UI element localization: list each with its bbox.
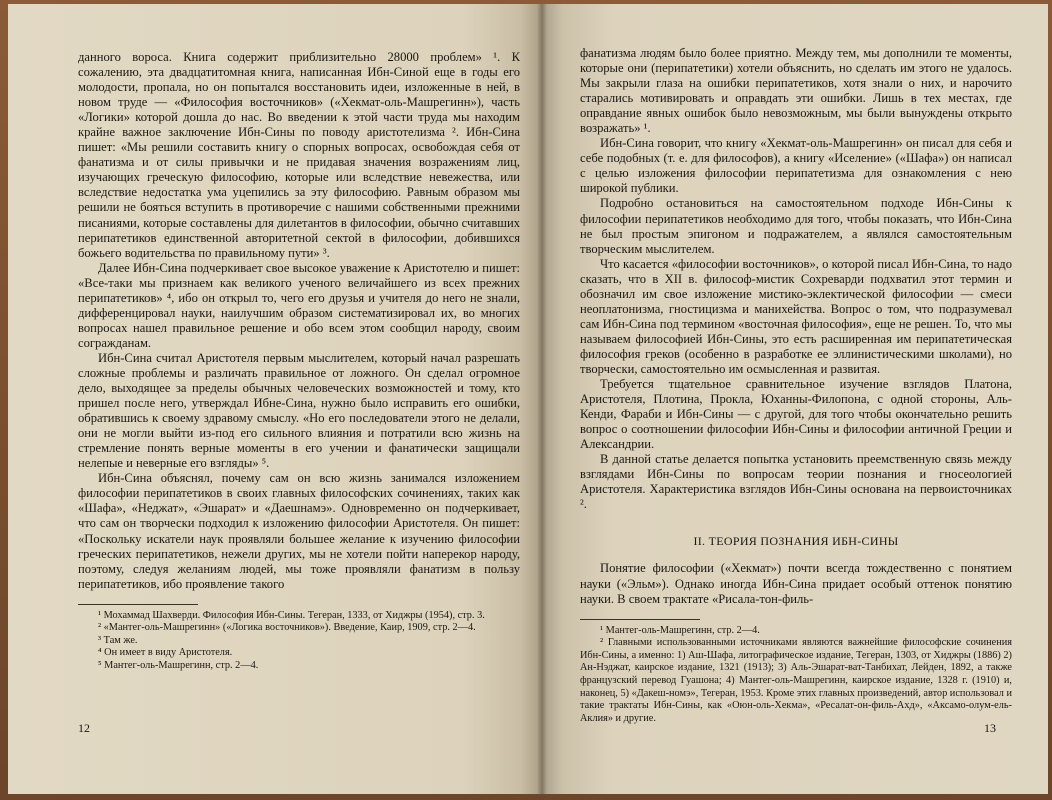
- footnote: ³ Там же.: [98, 634, 138, 646]
- paragraph: фанатизма людям было более приятно. Между тем, мы дополнили те моменты, которые они (перипатетики) хотели объяснить, но сделать им этого не удалось. Мы закрыли глаза на ошибки перипатетиков, хотя знали о них, и нарочито старались мотивировать и оправдать эти ошибки. Лишь в тех местах, где оправдание явных ошибок было невозможным, мы были вынуждены открыто возражать» ¹.: [580, 46, 1012, 136]
- page-number: 13: [984, 721, 996, 735]
- paragraph: Что касается «философии восточников», о которой писал Ибн-Сина, то надо сказать, что в XII в. философ-мистик Сохреварди подхватил этот термин и обозначил им свое изложение мистико-эклектической философии — смеси неоплатонизма, гностицизма и манихейства. Вопрос о том, что подразумевал сам Ибн-Сина под термином «восточная философия», еще не решен. То, что мы называем философией Ибн-Сины, это есть расширенная им перипатетическая философия греков (особенно в разработке ее эллинистическими школами), но творчески, самостоятельно им осмысленная и развитая.: [580, 256, 1012, 376]
- left-footnotes: [78, 610, 520, 673]
- left-page: [8, 4, 542, 794]
- footnote: ² «Мантег-оль-Машрегинн» («Логика восточников»). Введение, Каир, 1909, стр. 2—4.: [98, 622, 476, 634]
- paragraph: данного вороса. Книга содержит приблизительно 28000 проблем» ¹. К сожалению, эта двадцатитомная книга, написанная Ибн-Синой еще в годы его молодости, пропала, но он попытался восстановить идеи, изложенные в ней, в новом труде — «Философия восточников» («Хекмат-оль-Машрегинн»), часть «Логики» которой дошла до нас. Во введении к этой части труда мы находим крайне важное заключение Ибн-Сины по поводу аристотелизма ². Ибн-Сина пишет: «Мы решили составить книгу о спорных вопросах, освобождая себя от фанатизма и от силы привычки и не придавая значения возражениям лиц, изучающих греческую философию, которые или вследствие невежества, или вследствие недостатка ума уцепились за эту философию. Равным образом мы решили не бояться вступить в противоречие с нашими собственными прежними писаниями, которые составлены для дилетантов в философии, обычно считавших перипатетиков единственной авторитетной сектой в философии, добившихся божьего водительства по правильному пути» ³.: [78, 50, 520, 260]
- paragraph: Ибн-Сина объяснял, почему сам он всю жизнь занимался изложением философии перипатетиков в своих главных философских сочинениях, таких как «Шафа», «Неджат», «Эшарат» и «Даешнамэ». Одновременно он подчеркивает, что сам он творчески подходил к изложению философии Аристотеля. Он пишет: «Поскольку искатели наук проявляли большее желание к изучению философии греческих перипатетиков, нежели других, мы не хотели пойти наперекор народу, поэтому, следуя желаниям людей, мы тоже проявляли фанатизм в пользу перипатетиков, ибо проявление такого: [78, 471, 520, 591]
- left-page-text: [78, 50, 520, 592]
- footnote-separator: [580, 619, 700, 620]
- footnote-separator: [78, 604, 198, 605]
- paragraph: Подробно остановиться на самостоятельном подходе Ибн-Сины к философии перипатетиков необходимо для того, чтобы показать, что Ибн-Сина не был простым эпигоном и подражателем, а являлся самостоятельным творческим мыслителем.: [580, 196, 1012, 256]
- paragraph: Понятие философии («Хекмат») почти всегда тождественно с понятием науки («Эльм»). Однако иногда Ибн-Сина придает особый оттенок понятию науки. В своем трактате «Рисала-тон-филь-: [580, 561, 1012, 606]
- footnote: ⁵ Мантег-оль-Машрегинн, стр. 2—4.: [98, 660, 259, 672]
- footnote: ¹ Мантег-оль-Машрегинн, стр. 2—4.: [600, 624, 760, 636]
- paragraph: Ибн-Сина говорит, что книгу «Хекмат-оль-Машрегинн» он писал для себя и себе подобных (т. е. для философов), а книгу «Иселение» («Шафа») он написал с целью изложения философии перипатетизма для ознакомления с нею широкой публики.: [580, 136, 1012, 196]
- right-page-text: [580, 46, 1012, 607]
- paragraph: Далее Ибн-Сина подчеркивает свое высокое уважение к Аристотелю и пишет: «Все-таки мы признаем как великого ученого величайшего из всех прежних перипатетиков» ⁴, ибо он открыл то, чего его друзья и учителя до него не знали, дифференцировал науки, наилучшим образом систематизировал их, во многих вопросах нашел правильное решение и обо всем этом сообщил народу, своим согражданам.: [78, 260, 520, 350]
- section-heading: II. ТЕОРИЯ ПОЗНАНИЯ ИБН-СИНЫ: [693, 534, 899, 549]
- paragraph: Ибн-Сина считал Аристотеля первым мыслителем, который начал разрешать сложные проблемы и различать правильное от ложного. Он сделал огромное дело, выходящее за пределы обычных человеческих возможностей и тому, кто пришел после него, утверждал Ибне-Сина, нужно было исправить его ошибки, обратившись к своему здравому смыслу. «Но его последователи этого не делали, они не могли выйти из-под его сильного влияния и потратили всю жизнь на стремление понять верные моменты в его учении и фанатически защищали нелепые и неверные его взгляды» ⁵.: [78, 350, 520, 471]
- footnote: ¹ Мохаммад Шахверди. Философия Ибн-Сины. Тегеран, 1333, от Хиджры (1954), стр. 3.: [98, 609, 485, 621]
- page-number: 12: [78, 721, 90, 735]
- footnote: ⁴ Он имеет в виду Аристотеля.: [98, 647, 233, 659]
- right-footnotes: [580, 625, 1012, 726]
- right-page: [542, 4, 1048, 794]
- paragraph: В данной статье делается попытка установить преемственную связь между взглядами Ибн-Сины по вопросам теории познания и гносеологией Аристотеля. Характеристика взглядов Ибн-Сины основана на первоисточниках ².: [580, 452, 1012, 512]
- paragraph: Требуется тщательное сравнительное изучение взглядов Платона, Аристотеля, Плотина, Прокла, Юханны-Филопона, с одной стороны, Аль-Кенди, Фараби и Ибн-Сины — с другой, для того чтобы окончательно решить вопрос о соотношении философии Ибн-Сины и философии античной Греции и Александрии.: [580, 377, 1012, 452]
- footnote: ² Главными использованными источниками являются важнейшие философские сочинения Ибн-Сины, а именно: 1) Аш-Шафа, литографическое издание, Тегеран, 1303, от Хиджры (1886) 2) Ан-Нэджат, каирское издание, 1321 (1913); 3) Аль-Эшарат-ват-Танбихат, Лейден, 1892, а также французский перевод Гуашона; 4) Мантег-оль-Машрегинн, каирское издание, 1328 г. (1910) и, наконец, 5) «Дакеш-номэ», Тегеран, 1953. Кроме этих главных произведений, автор использовал и такие трактаты Ибн-Сины, как «Оюн-оль-Хекма», «Ресалат-он-филь-Ахд», «Аксамо-олум-ель-Аклия» и другие.: [580, 637, 1013, 724]
